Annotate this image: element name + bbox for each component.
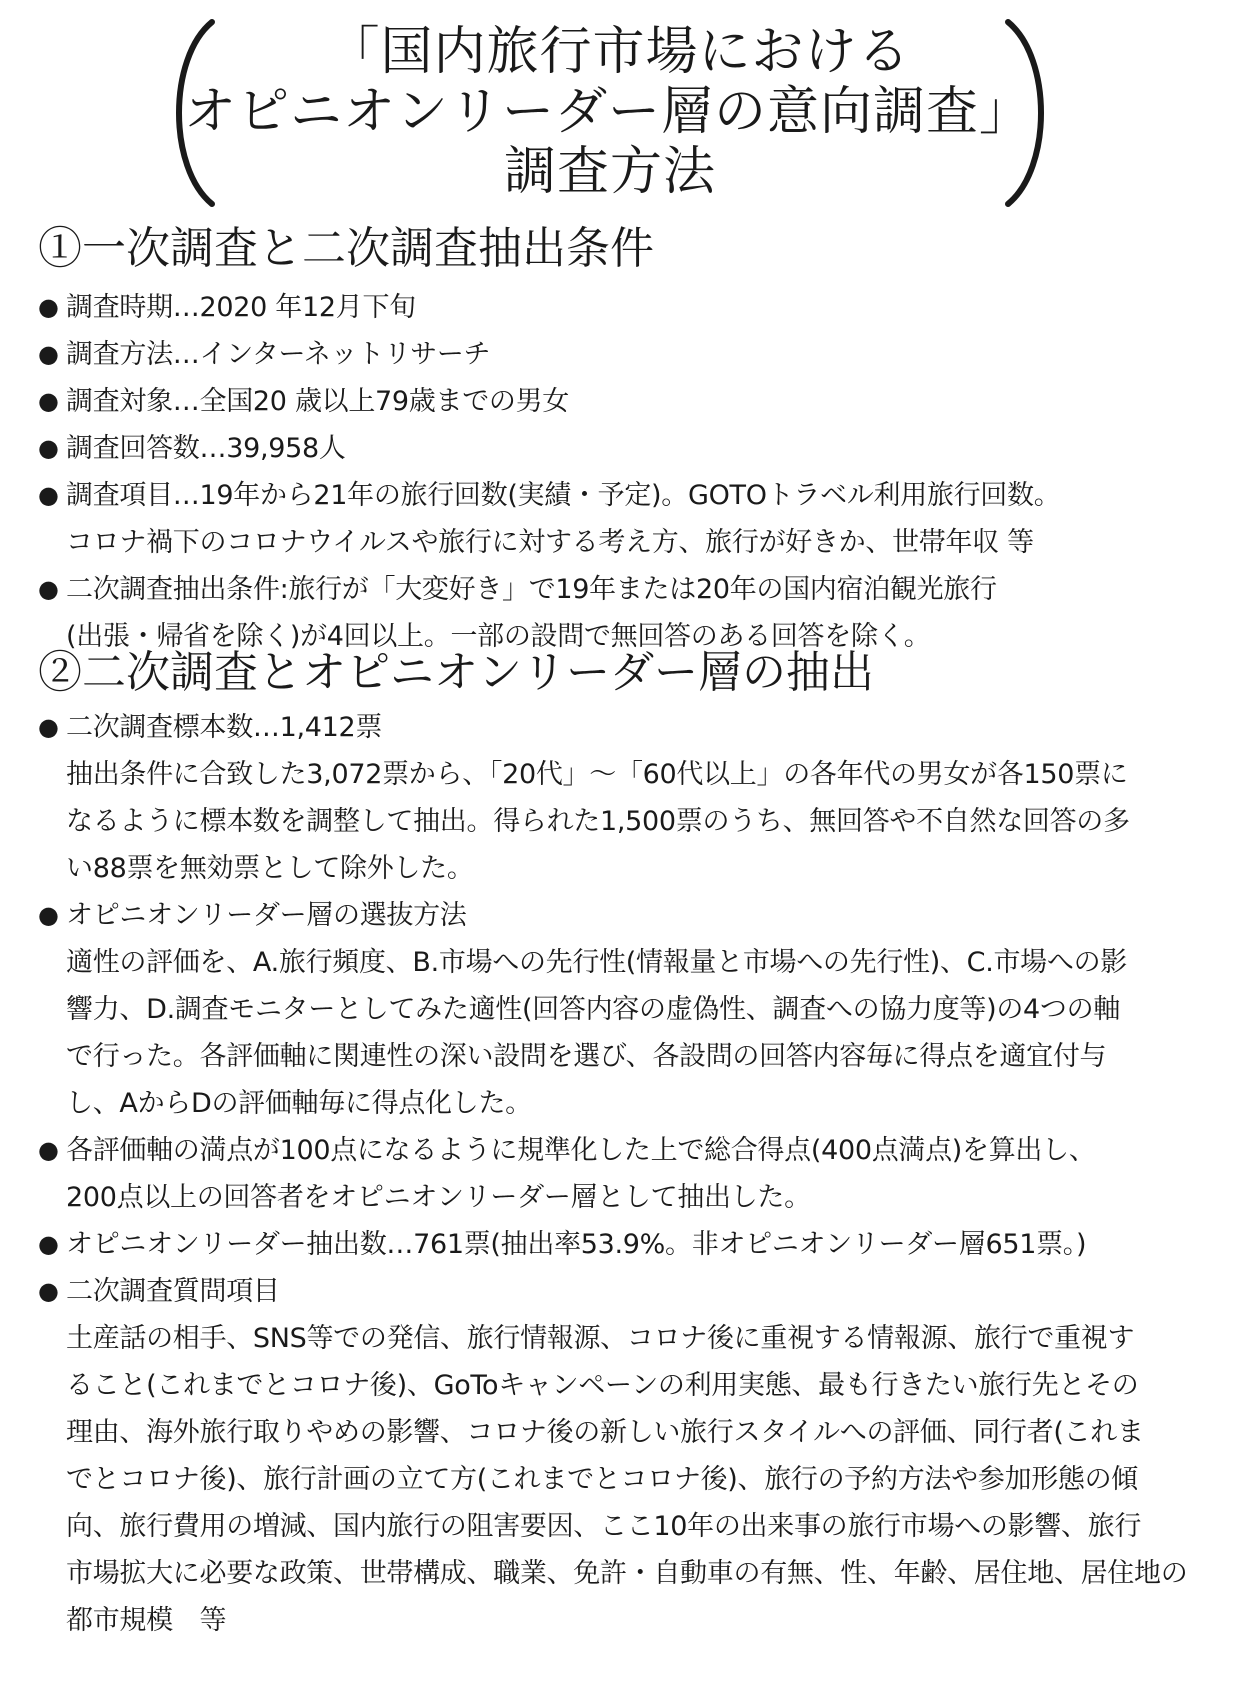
item-text: 調査時期…2020 年12月下旬 [66,292,416,323]
section-1-body [38,284,1228,660]
bullet-item [38,284,1228,331]
bullet-item [38,1127,1228,1174]
bullet-marker: ● [38,434,59,462]
right-bracket-decoration [1000,18,1060,208]
bullet-marker: ● [38,293,59,321]
continuation-line [38,1503,1228,1550]
continuation-line [38,1597,1228,1644]
item-text: 市場拡大に必要な政策、世帯構成、職業、免許・自動車の有無、性、年齢、居住地、居住地の [66,1558,1188,1589]
title-line-2: オピニオンリーダー層の意向調査」 [184,82,1033,142]
section-2-body [38,704,1228,1644]
bullet-marker: ● [38,901,59,929]
item-text: 200点以上の回答者をオピニオンリーダー層として抽出した。 [66,1182,811,1213]
bullet-item [38,331,1228,378]
item-text: 都市規模 等 [66,1605,227,1636]
item-text: 調査項目…19年から21年の旅行回数(実績・予定)。GOTOトラベル利用旅行回数。 [66,480,1061,511]
section-2-heading: ②二次調査とオピニオンリーダー層の抽出 [38,647,874,698]
item-text: 土産話の相手、SNS等での発信、旅行情報源、コロナ後に重視する情報源、旅行で重視す [66,1323,1135,1354]
section-2 [38,648,1228,1644]
continuation-line [38,986,1228,1033]
section-1 [38,224,1228,660]
bullet-item [38,566,1228,613]
title-line-3: 調査方法 [503,142,716,202]
bullet-item [38,1268,1228,1315]
continuation-line [38,1080,1228,1127]
continuation-line [38,1550,1228,1597]
bullet-marker: ● [38,1136,59,1164]
continuation-line [38,1456,1228,1503]
bullet-marker: ● [38,1277,59,1305]
continuation-line [38,1362,1228,1409]
item-text: 抽出条件に合致した3,072票から、「20代」〜「60代以上」の各年代の男女が各150票に [66,759,1128,790]
item-text: 二次調査抽出条件:旅行が「大変好き」で19年または20年の国内宿泊観光旅行 [66,574,997,605]
section-1-heading: ①一次調査と二次調査抽出条件 [38,223,654,274]
item-text: い88票を無効票として除外した。 [66,853,474,884]
item-text: 調査回答数…39,958人 [66,433,346,464]
bullet-item [38,892,1228,939]
continuation-line [38,1033,1228,1080]
item-text: 響力、D.調査モニターとしてみた適性(回答内容の虚偽性、調査への協力度等)の4つの軸 [66,994,1121,1025]
item-text: オピニオンリーダー層の選抜方法 [66,900,467,931]
item-text: オピニオンリーダー抽出数…761票(抽出率53.9%。非オピニオンリーダー層651票。) [66,1229,1087,1260]
item-text: なるように標本数を調整して抽出。得られた1,500票のうち、無回答や不自然な回答の多 [66,806,1130,837]
item-text: で行った。各評価軸に関連性の深い設問を選び、各設問の回答内容毎に得点を適宜付与 [66,1041,1107,1072]
bullet-marker: ● [38,1230,59,1258]
bullet-item [38,425,1228,472]
item-text: 調査方法…インターネットリサーチ [66,339,491,370]
bullet-marker: ● [38,340,59,368]
bullet-marker: ● [38,481,59,509]
bullet-marker: ● [38,713,59,741]
item-text: 二次調査標本数…1,412票 [66,712,383,743]
bullet-marker: ● [38,575,59,603]
item-text: 調査対象…全国20 歳以上79歳までの男女 [66,386,569,417]
continuation-line [38,751,1228,798]
title-line-1: 「国内旅行市場における [327,22,911,82]
continuation-line [38,939,1228,986]
item-text: 向、旅行費用の増減、国内旅行の阻害要因、ここ10年の出来事の旅行市場への影響、旅行 [66,1511,1142,1542]
item-text: し、AからDの評価軸毎に得点化した。 [66,1088,532,1119]
bullet-item [38,378,1228,425]
continuation-line [38,519,1228,566]
continuation-line [38,798,1228,845]
item-text: ること(これまでとコロナ後)、GoToキャンペーンの利用実態、最も行きたい旅行先とその [66,1370,1139,1401]
continuation-line [38,845,1228,892]
item-text: 各評価軸の満点が100点になるように規準化した上で総合得点(400点満点)を算出し、 [66,1135,1096,1166]
bullet-item [38,1221,1228,1268]
item-text: 理由、海外旅行取りやめの影響、コロナ後の新しい旅行スタイルへの評価、同行者(これま [66,1417,1144,1448]
title-block [160,18,1060,208]
bullet-marker: ● [38,387,59,415]
continuation-line [38,1315,1228,1362]
item-text: コロナ禍下のコロナウイルスや旅行に対する考え方、旅行が好きか、世帯年収 等 [66,527,1034,558]
item-text: 二次調査質問項目 [66,1276,280,1307]
bullet-item [38,472,1228,519]
continuation-line [38,1409,1228,1456]
item-text: (出張・帰省を除く)が4回以上。一部の設問で無回答のある回答を除く。 [66,621,931,652]
bullet-item [38,704,1228,751]
continuation-line [38,1174,1228,1221]
item-text: 適性の評価を、A.旅行頻度、B.市場への先行性(情報量と市場への先行性)、C.市場への影 [66,947,1127,978]
page-title [184,22,1033,202]
item-text: でとコロナ後)、旅行計画の立て方(これまでとコロナ後)、旅行の予約方法や参加形態の傾 [66,1464,1138,1495]
